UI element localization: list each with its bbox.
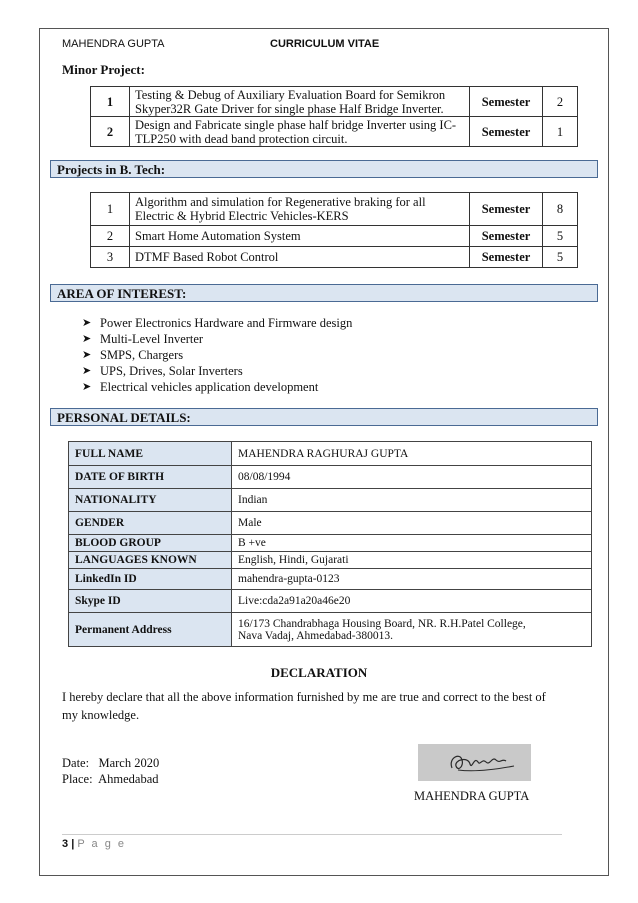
description-line: Algorithm and simulation for Regenerative braking for all bbox=[135, 195, 426, 209]
arrow-bullet-icon: ➤ bbox=[82, 317, 92, 329]
detail-key: Permanent Address bbox=[69, 613, 232, 647]
project-description bbox=[130, 87, 470, 117]
list-item bbox=[82, 315, 352, 331]
semester-value: 2 bbox=[543, 87, 578, 117]
signature-name: MAHENDRA GUPTA bbox=[414, 789, 530, 803]
page-footer bbox=[62, 838, 126, 850]
row-number: 1 bbox=[91, 193, 130, 226]
detail-value: Live:cda2a91a20a46e20 bbox=[232, 590, 592, 613]
table-row bbox=[69, 512, 592, 535]
detail-value: B +ve bbox=[232, 535, 592, 552]
arrow-bullet-icon: ➤ bbox=[82, 365, 92, 377]
description-line: Skyper32R Gate Driver for single phase Half Bridge Inverter. bbox=[135, 101, 444, 116]
table-row bbox=[91, 193, 578, 226]
project-description bbox=[130, 117, 470, 147]
declaration-line: I hereby declare that all the above information furnished by me are true and correct to the best of bbox=[62, 690, 546, 704]
place-label: Place: bbox=[62, 772, 93, 786]
table-row bbox=[69, 442, 592, 466]
table-row bbox=[91, 247, 578, 268]
date-value: March 2020 bbox=[98, 756, 160, 770]
section-area-of-interest: AREA OF INTEREST: bbox=[50, 284, 598, 302]
project-description bbox=[130, 193, 470, 226]
description-line: Testing & Debug of Auxiliary Evaluation Board for Semikron bbox=[135, 87, 446, 102]
detail-key: LinkedIn ID bbox=[69, 569, 232, 590]
detail-key: GENDER bbox=[69, 512, 232, 535]
table-row bbox=[69, 489, 592, 512]
row-number: 2 bbox=[91, 117, 130, 147]
table-row bbox=[69, 535, 592, 552]
table-row bbox=[91, 226, 578, 247]
description-line: Electric & Hybrid Electric Vehicles-KERS bbox=[135, 209, 349, 223]
semester-value: 5 bbox=[543, 226, 578, 247]
detail-key: FULL NAME bbox=[69, 442, 232, 466]
table-row bbox=[69, 466, 592, 489]
page-number: 3 bbox=[62, 838, 69, 850]
list-item-text: UPS, Drives, Solar Inverters bbox=[100, 364, 243, 378]
table-row bbox=[69, 613, 592, 647]
table-row bbox=[69, 590, 592, 613]
detail-value: mahendra-gupta-0123 bbox=[232, 569, 592, 590]
declaration-text bbox=[62, 688, 562, 724]
section-personal-details: PERSONAL DETAILS: bbox=[50, 408, 598, 426]
arrow-bullet-icon: ➤ bbox=[82, 333, 92, 345]
address-line: Nava Vadaj, Ahmedabad-380013. bbox=[238, 629, 393, 642]
semester-label: Semester bbox=[470, 226, 543, 247]
interest-list bbox=[82, 315, 352, 395]
place-line bbox=[62, 771, 159, 787]
arrow-bullet-icon: ➤ bbox=[82, 381, 92, 393]
detail-value: MAHENDRA RAGHURAJ GUPTA bbox=[232, 442, 592, 466]
detail-value bbox=[232, 613, 592, 647]
list-item bbox=[82, 347, 352, 363]
table-row bbox=[69, 569, 592, 590]
signature-image bbox=[418, 744, 531, 781]
header-doc-title: CURRICULUM VITAE bbox=[270, 38, 380, 50]
description-line: TLP250 with dead band protection circuit. bbox=[135, 131, 348, 146]
detail-key: DATE OF BIRTH bbox=[69, 466, 232, 489]
row-number: 3 bbox=[91, 247, 130, 268]
list-item-text: Multi-Level Inverter bbox=[100, 332, 204, 346]
list-item bbox=[82, 363, 352, 379]
table-row bbox=[91, 117, 578, 147]
date-line bbox=[62, 755, 159, 771]
semester-value: 5 bbox=[543, 247, 578, 268]
detail-value: 08/08/1994 bbox=[232, 466, 592, 489]
project-description: Smart Home Automation System bbox=[130, 226, 470, 247]
minor-project-table bbox=[90, 86, 578, 147]
semester-label: Semester bbox=[470, 117, 543, 147]
address-line: 16/173 Chandrabhaga Housing Board, NR. R.H.Patel College, bbox=[238, 617, 526, 630]
footer-separator: | bbox=[71, 838, 75, 850]
table-row bbox=[91, 87, 578, 117]
btech-projects-table bbox=[90, 192, 578, 268]
detail-value: Indian bbox=[232, 489, 592, 512]
signature-scribble bbox=[418, 744, 531, 781]
semester-value: 1 bbox=[543, 117, 578, 147]
detail-value: Male bbox=[232, 512, 592, 535]
arrow-bullet-icon: ➤ bbox=[82, 349, 92, 361]
section-btech-projects: Projects in B. Tech: bbox=[50, 160, 598, 178]
personal-details-table bbox=[68, 441, 592, 647]
semester-label: Semester bbox=[470, 87, 543, 117]
detail-key: NATIONALITY bbox=[69, 489, 232, 512]
semester-label: Semester bbox=[470, 247, 543, 268]
list-item-text: Electrical vehicles application development bbox=[100, 380, 319, 394]
row-number: 1 bbox=[91, 87, 130, 117]
declaration-title: DECLARATION bbox=[270, 665, 368, 680]
page-word: P a g e bbox=[77, 838, 126, 850]
minor-project-title: Minor Project: bbox=[62, 62, 145, 77]
list-item bbox=[82, 379, 352, 395]
declaration-line: my knowledge. bbox=[62, 708, 140, 722]
project-description: DTMF Based Robot Control bbox=[130, 247, 470, 268]
list-item bbox=[82, 331, 352, 347]
description-line: Design and Fabricate single phase half bridge Inverter using IC- bbox=[135, 117, 457, 132]
list-item-text: SMPS, Chargers bbox=[100, 348, 184, 362]
semester-label: Semester bbox=[470, 193, 543, 226]
detail-key: Skype ID bbox=[69, 590, 232, 613]
detail-value: English, Hindi, Gujarati bbox=[232, 552, 592, 569]
semester-value: 8 bbox=[543, 193, 578, 226]
header-name: MAHENDRA GUPTA bbox=[62, 38, 165, 50]
detail-key: BLOOD GROUP bbox=[69, 535, 232, 552]
date-place-block bbox=[62, 755, 159, 787]
footer-divider bbox=[62, 834, 562, 835]
table-row bbox=[69, 552, 592, 569]
date-label: Date: bbox=[62, 756, 90, 770]
row-number: 2 bbox=[91, 226, 130, 247]
list-item-text: Power Electronics Hardware and Firmware design bbox=[100, 316, 353, 330]
detail-key: LANGUAGES KNOWN bbox=[69, 552, 232, 569]
place-value: Ahmedabad bbox=[98, 772, 159, 786]
